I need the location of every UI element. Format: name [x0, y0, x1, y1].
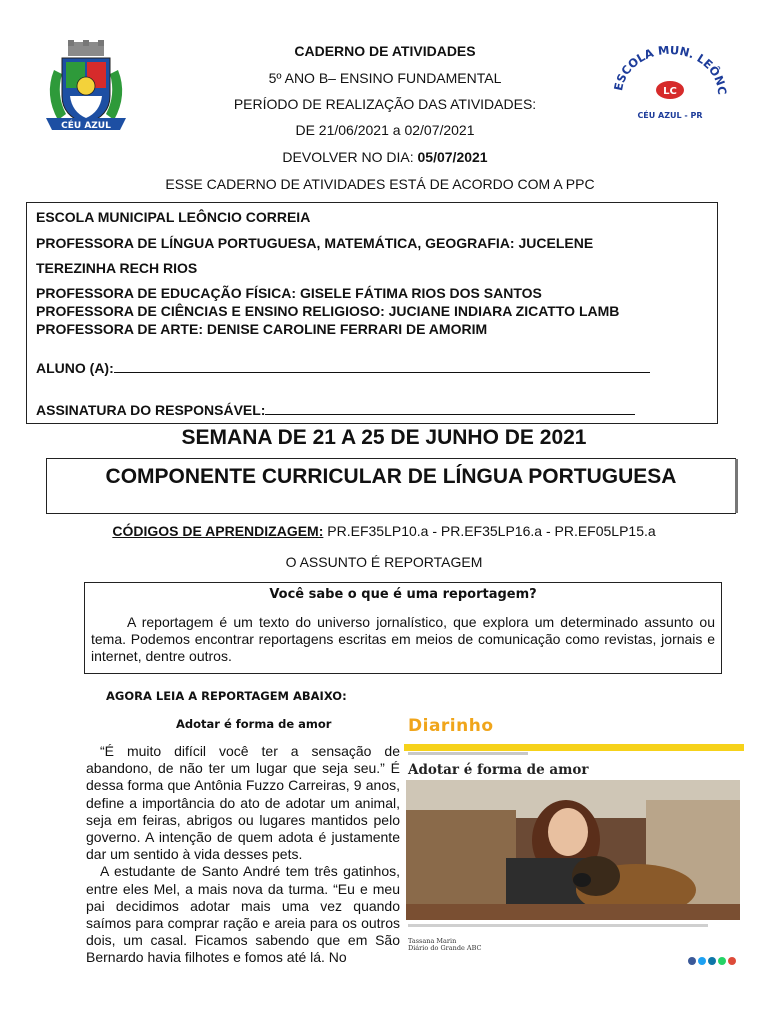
clipping-meta-line [408, 752, 528, 755]
clipping-author-source: Diário do Grande ABC [408, 944, 482, 952]
week-heading: SEMANA DE 21 A 25 DE JUNHO DE 2021 [181, 426, 587, 449]
student-name-label: ALUNO (A): [36, 360, 114, 376]
facebook-icon [688, 957, 696, 965]
teacher-portuguese-line2: TEREZINHA RECH RIOS [36, 260, 198, 276]
student-name-blank[interactable] [114, 358, 650, 373]
clipping-caption-line [408, 924, 708, 927]
teacher-science: PROFESSORA DE CIÊNCIAS E ENSINO RELIGIOSO: JUCIANE INDIARA ZICATTO LAMB [36, 303, 620, 319]
signature-blank[interactable] [265, 400, 635, 415]
share-icon [728, 957, 736, 965]
return-date-value: 05/07/2021 [417, 149, 488, 165]
student-name-row [36, 358, 650, 376]
article-body [86, 743, 400, 967]
clipping-logo: Diarinho [408, 716, 494, 736]
subject-line: O ASSUNTO É REPORTAGEM [285, 554, 483, 570]
signature-label: ASSINATURA DO RESPONSÁVEL: [36, 402, 266, 418]
learning-codes-values: PR.EF35LP10.a - PR.EF35LP16.a - PR.EF05LP15.a [323, 523, 656, 539]
school-seal-ring-text: ESCOLA MUN. LEÔNC [611, 46, 730, 96]
return-date-label: DEVOLVER NO DIA: [282, 149, 418, 165]
school-name: ESCOLA MUNICIPAL LEÔNCIO CORREIA [36, 209, 311, 225]
period-dates: DE 21/06/2021 a 02/07/2021 [295, 122, 475, 138]
linkedin-icon [708, 957, 716, 965]
question-box [84, 582, 722, 674]
city-coat-of-arms-logo [40, 40, 132, 136]
school-seal-bottom-text: CÉU AZUL - PR [637, 111, 703, 120]
learning-codes-label: CÓDIGOS DE APRENDIZAGEM: [112, 523, 324, 539]
return-date-line [150, 149, 620, 165]
newspaper-clipping [404, 712, 744, 968]
read-instruction: AGORA LEIA A REPORTAGEM ABAIXO: [106, 689, 347, 703]
twitter-icon [698, 957, 706, 965]
signature-row [36, 400, 635, 418]
question-box-title: Você sabe o que é uma reportagem? [269, 587, 537, 602]
school-seal-center-text: LC [663, 86, 677, 97]
clipping-headline: Adotar é forma de amor [408, 762, 589, 778]
school-seal-logo [608, 46, 732, 134]
component-title: COMPONENTE CURRICULAR DE LÍNGUA PORTUGUESA [105, 465, 677, 488]
clipping-yellow-bar [404, 744, 744, 751]
period-label: PERÍODO DE REALIZAÇÃO DAS ATIVIDADES: [233, 96, 537, 112]
whatsapp-icon [718, 957, 726, 965]
girl-with-dog-photo [406, 780, 740, 920]
learning-codes [0, 523, 768, 539]
article-title: Adotar é forma de amor [176, 717, 332, 731]
question-box-body: A reportagem é um texto do universo jornalístico, que explora um determinado assunto ou tema. Podemos encontrar reportagens escritas em meios de comunicação como revistas, jornais e internet, dentre outros. [91, 614, 715, 664]
grade-line: 5º ANO B– ENSINO FUNDAMENTAL [268, 70, 502, 86]
clipping-author-name: Tassana Marin [408, 937, 457, 945]
ppc-statement: ESSE CADERNO DE ATIVIDADES ESTÁ DE ACORDO COM A PPC [165, 176, 595, 192]
clipping-author [408, 938, 481, 952]
component-box [46, 458, 736, 514]
school-info-box [26, 202, 718, 424]
teacher-art: PROFESSORA DE ARTE: DENISE CAROLINE FERRARI DE AMORIM [36, 321, 488, 337]
article-paragraph-1: “É muito difícil você ter a sensação de abandono, de não ter um lugar que seja seu.” É dessa forma que Antônia Fuzzo Carreiras, 9 anos, define a importância do ato de adotar um animal, seja em feiras, abrigos ou lugares mantidos pelo governo. A intenção de quem adota é justamente dar um sentido à vida desses pets. [86, 743, 400, 863]
article-paragraph-2: A estudante de Santo André tem três gatinhos, entre eles Mel, a mais nova da turma. “Eu e meu pai decidimos adotar mais uma vez quando saímos para comprar ração e areia para os outros dois, um casal. Ficamos sabendo que em São Bernardo havia filhotes e fomos até lá. No [86, 863, 400, 966]
component-box-shadow [735, 459, 738, 513]
clipping-share-icons [686, 952, 736, 968]
teacher-pe: PROFESSORA DE EDUCAÇÃO FÍSICA: GISELE FÁTIMA RIOS DOS SANTOS [36, 285, 542, 301]
notebook-title: CADERNO DE ATIVIDADES [294, 43, 476, 59]
city-logo-banner-text: CÉU AZUL [61, 121, 111, 131]
teacher-portuguese-line1: PROFESSORA DE LÍNGUA PORTUGUESA, MATEMÁTICA, GEOGRAFIA: JUCELENE [36, 235, 594, 251]
